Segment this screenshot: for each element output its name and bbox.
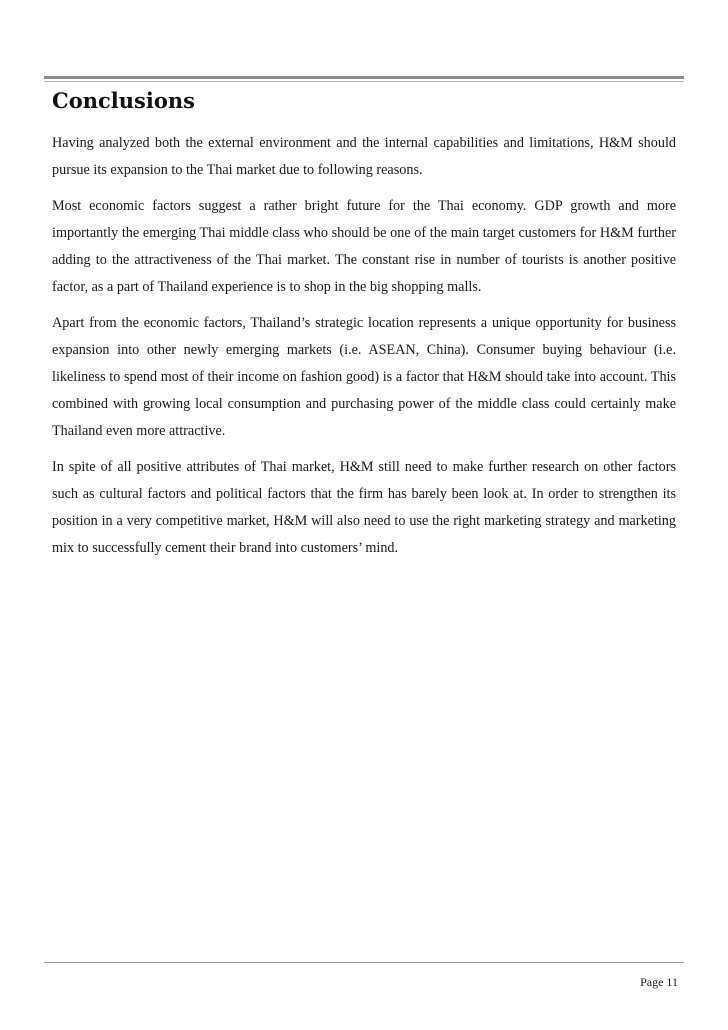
paragraph-4: In spite of all positive attributes of Thai market, H&M still need to make further research on other factors such as cultural factors and political factors that the firm has barely been look at. In order to strengthen its position in a very competitive market, H&M will also need to use the right marketing strategy and marketing mix to successfully cement their brand into customers’ mind. [52, 459, 676, 556]
footer-rule [44, 962, 684, 963]
header-rule [44, 76, 684, 79]
paragraph-3: Apart from the economic factors, Thailand’s strategic location represents a unique opportunity for business expansion into other newly emerging markets (i.e. ASEAN, China). Consumer buying behaviour (i.e. likeliness to spend most of their income on fashion good) is a factor that H&M should take into account. This combined with growing local consumption and purchasing power of the middle class could certainly make Thailand even more attractive. [52, 315, 676, 439]
page-number: Page 11 [640, 975, 678, 989]
section-heading: Conclusions [52, 88, 195, 113]
document-body [52, 86, 676, 571]
paragraph-1: Having analyzed both the external environment and the internal capabilities and limitations, H&M should pursue its expansion to the Thai market due to following reasons. [52, 135, 676, 178]
paragraph-2: Most economic factors suggest a rather bright future for the Thai economy. GDP growth and more importantly the emerging Thai middle class who should be one of the main target customers for H&M further adding to the attractiveness of the Thai market. The constant rise in number of tourists is another positive factor, as a part of Thailand experience is to shop in the big shopping malls. [52, 198, 676, 295]
